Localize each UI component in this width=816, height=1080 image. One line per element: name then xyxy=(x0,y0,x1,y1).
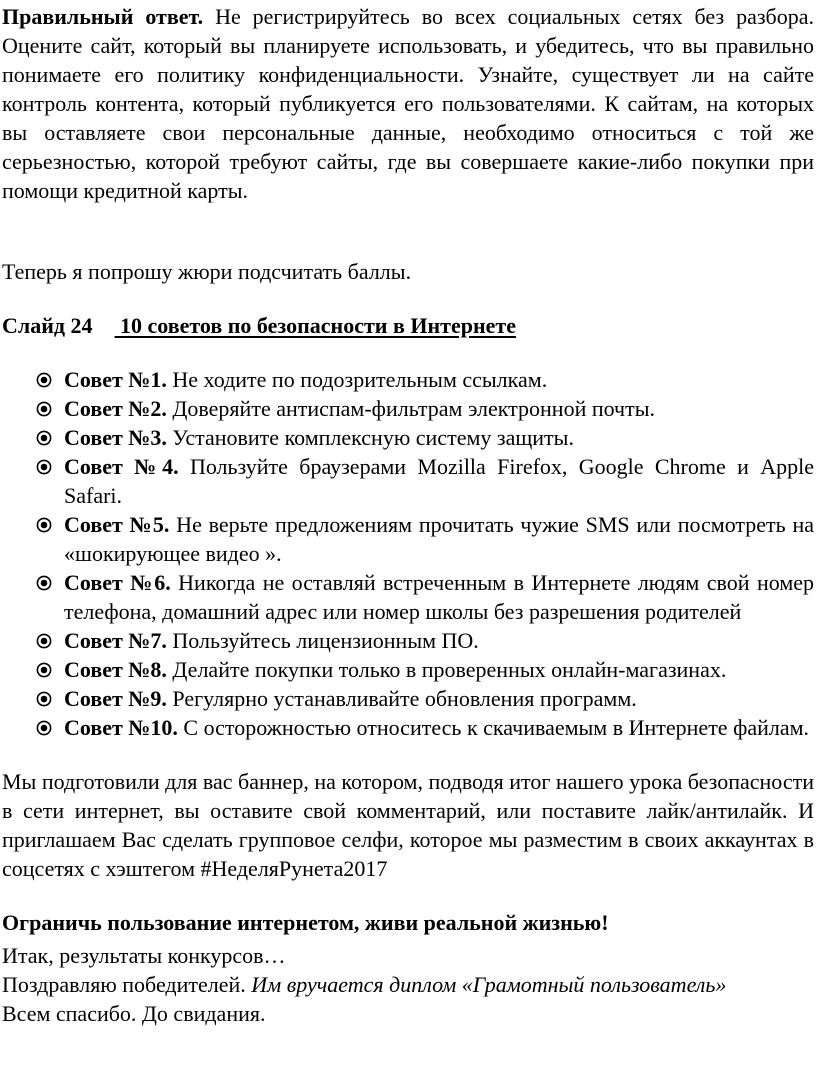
tip-item xyxy=(2,626,814,655)
slide-title: 10 советов по безопасности в Интернете xyxy=(114,313,516,338)
tip-item xyxy=(2,423,814,452)
tip-item xyxy=(2,510,814,568)
slide-heading xyxy=(2,311,814,340)
tip-text: Пользуйтесь лицензионным ПО. xyxy=(166,628,479,653)
tip-label: Совет №5. xyxy=(64,512,170,537)
slide-label: Слайд 24 xyxy=(2,313,93,338)
tip-item xyxy=(2,655,814,684)
tip-label: Совет №6. xyxy=(64,570,171,595)
tip-label: Совет №9. xyxy=(64,686,167,711)
circle-bullet-icon xyxy=(36,633,52,649)
tip-item xyxy=(2,452,814,510)
circle-bullet-icon xyxy=(36,575,52,591)
circle-bullet-icon xyxy=(36,691,52,707)
congrats-text: Поздравляю победителей. xyxy=(2,972,252,997)
tip-label: Совет №2. xyxy=(64,396,167,421)
circle-bullet-icon xyxy=(36,459,52,475)
tip-item xyxy=(2,684,814,713)
tip-label: Совет №7. xyxy=(64,628,167,653)
farewell-line: Всем спасибо. До свидания. xyxy=(2,1001,266,1026)
tip-text: Не ходите по подозрительным ссылкам. xyxy=(166,367,548,392)
tip-item xyxy=(2,568,814,626)
tip-text: Никогда не оставляй встреченным в Интернете людям свой номер телефона, домашний адрес или номер школы без разрешения родителей xyxy=(64,570,815,624)
circle-bullet-icon xyxy=(36,401,52,417)
document-page xyxy=(2,2,814,1028)
tip-label: Совет №3. xyxy=(64,425,167,450)
answer-label: Правильный ответ. xyxy=(2,4,204,29)
tip-text: Регулярно устанавливайте обновления программ. xyxy=(166,686,637,711)
results-line: Итак, результаты конкурсов… xyxy=(2,943,286,968)
tip-label: Совет №8. xyxy=(64,657,167,682)
tip-text: Не верьте предложениям прочитать чужие SMS или посмотреть на «шокирующее видео ». xyxy=(64,512,814,566)
jury-line: Теперь я попрошу жюри подсчитать баллы. xyxy=(2,259,412,284)
congrats-line xyxy=(2,970,814,999)
circle-bullet-icon xyxy=(36,720,52,736)
answer-paragraph xyxy=(2,2,814,205)
slogan: Ограничь пользование интернетом, живи реальной жизнью! xyxy=(2,910,609,935)
tips-list xyxy=(2,365,814,742)
tip-item xyxy=(2,713,814,742)
tip-label: Совет №10. xyxy=(64,715,178,740)
congrats-italic: Им вручается диплом «Грамотный пользователь» xyxy=(251,972,727,997)
circle-bullet-icon xyxy=(36,372,52,388)
tip-text: Доверяйте антиспам-фильтрам электронной почты. xyxy=(166,396,656,421)
tip-text: С осторожностью относитесь к скачиваемым в Интернете файлам. xyxy=(177,715,810,740)
tip-text: Делайте покупки только в проверенных онлайн-магазинах. xyxy=(166,657,727,682)
tip-item xyxy=(2,394,814,423)
tip-text: Пользуйте браузерами Mozilla Firefox, Google Chrome и Apple Safari. xyxy=(64,454,814,508)
tip-text: Установите комплексную систему защиты. xyxy=(166,425,574,450)
circle-bullet-icon xyxy=(36,662,52,678)
circle-bullet-icon xyxy=(36,517,52,533)
tip-label: Совет №4. xyxy=(64,454,179,479)
banner-paragraph: Мы подготовили для вас баннер, на котором, подводя итог нашего урока безопасности в сети интернет, вы оставите свой комментарий, или поставите лайк/антилайк. И приглашаем Вас сделать групповое селфи, которое мы разместим в своих аккаунтах в соцсетях с хэштегом #НеделяРунета2017 xyxy=(2,769,814,881)
tip-item xyxy=(2,365,814,394)
answer-text: Не регистрируйтесь во всех социальных сетях без разбора. Оцените сайт, который вы планируете использовать, и убедитесь, что вы правильно понимаете его политику конфиденциальности. Узнайте, существует ли на сайте контроль контента, который публикуется его пользователями. К сайтам, на которых вы оставляете свои персональные данные, необходимо относиться с той же серьезностью, которой требуют сайты, где вы совершаете какие-либо покупки при помощи кредитной карты. xyxy=(2,4,814,203)
tip-label: Совет №1. xyxy=(64,367,167,392)
circle-bullet-icon xyxy=(36,430,52,446)
